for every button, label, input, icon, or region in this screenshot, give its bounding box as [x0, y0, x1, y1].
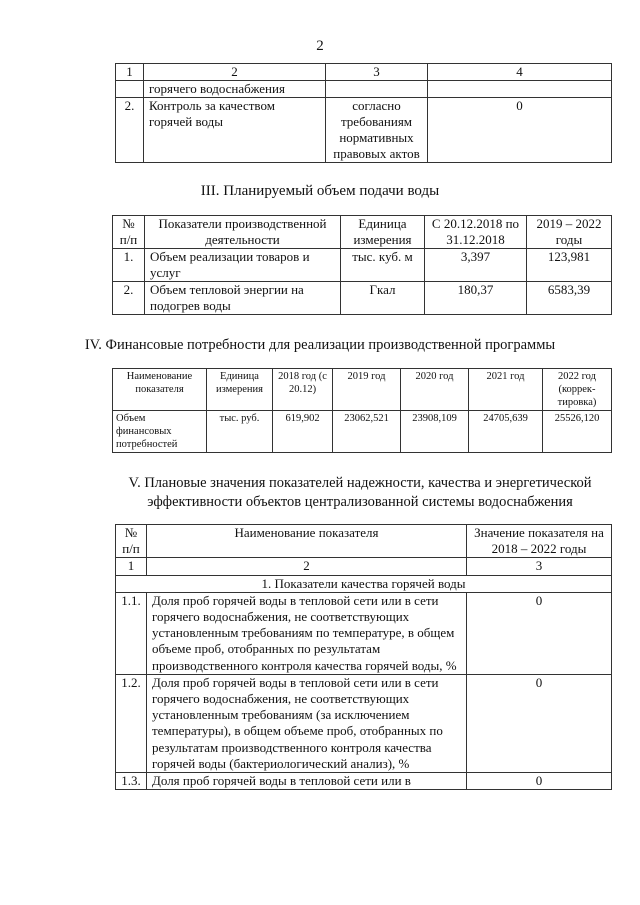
page-number: 2 [316, 38, 324, 54]
row-value: 619,902 [273, 411, 333, 453]
header-cell: 2 [144, 64, 326, 81]
financial-needs-table [112, 368, 612, 453]
row-unit: тыс. куб. м [341, 249, 425, 282]
row-number: 1.3. [116, 773, 147, 790]
row-name: Доля проб горячей воды в тепловой сети или в сети горячего водоснабжения, не соответствующих установленным требованиям (за исключением температуры), в общем объеме проб, отобранных по результатам производственного контроля качества горячей воды (бактериологический анализ), % [147, 674, 467, 772]
header-cell: № п/п [113, 216, 145, 249]
row-unit: тыс. руб. [207, 411, 273, 453]
row-name: Доля проб горячей воды в тепловой сети или в сети горячего водоснабжения, не соответствующих установленным требованиям по температуре, в общем объеме проб, отобранных по результатам производственного контроля качества горячей воды, % [147, 592, 467, 674]
header-cell: Показатели производственной деятельности [145, 216, 341, 249]
table-row [113, 411, 612, 453]
header-cell: 1 [116, 558, 147, 575]
header-cell: С 20.12.2018 по 31.12.2018 [425, 216, 527, 249]
row-unit: Гкал [341, 282, 425, 315]
row-value: 123,981 [527, 249, 612, 282]
row-number [116, 81, 144, 98]
row-value: 3,397 [425, 249, 527, 282]
table-row [116, 592, 612, 674]
header-cell: 2021 год [469, 369, 543, 411]
column-number-row [116, 558, 612, 575]
table-header-row [113, 216, 612, 249]
row-value: 23908,109 [401, 411, 469, 453]
header-cell: Наименование показателя [113, 369, 207, 411]
row-value: 23062,521 [333, 411, 401, 453]
row-unit: согласно требованиям нормативных правовых актов [326, 98, 428, 163]
row-name: Доля проб горячей воды в тепловой сети или в [147, 773, 467, 790]
row-value: 6583,39 [527, 282, 612, 315]
row-value: 0 [467, 592, 612, 674]
row-number: 2. [113, 282, 145, 315]
group-row [116, 575, 612, 592]
header-cell: 3 [326, 64, 428, 81]
row-name: горячего водоснабжения [144, 81, 326, 98]
table-header-row [116, 64, 612, 81]
section-title-3: III. Планируемый объем подачи воды [200, 183, 440, 199]
row-name: Объем финансовых потребностей [113, 411, 207, 453]
table-row [116, 81, 612, 98]
header-cell: 2022 год (коррек-тировка) [543, 369, 612, 411]
row-value: 180,37 [425, 282, 527, 315]
table-row [116, 773, 612, 790]
header-cell: 2019 – 2022 годы [527, 216, 612, 249]
row-value: 0 [428, 98, 612, 163]
table-row [113, 282, 612, 315]
table-header-row [113, 369, 612, 411]
header-cell: 2019 год [333, 369, 401, 411]
header-cell: Значение показателя на 2018 – 2022 годы [467, 525, 612, 558]
row-name: Контроль за качеством горячей воды [144, 98, 326, 163]
row-number: 1.1. [116, 592, 147, 674]
row-value: 24705,639 [469, 411, 543, 453]
continuation-table [115, 63, 612, 163]
header-cell: Единица измерения [207, 369, 273, 411]
header-cell: 2018 год (с 20.12) [273, 369, 333, 411]
header-cell: 2020 год [401, 369, 469, 411]
row-value: 25526,120 [543, 411, 612, 453]
row-name: Объем тепловой энергии на подогрев воды [145, 282, 341, 315]
row-number: 1.2. [116, 674, 147, 772]
table-header-row [116, 525, 612, 558]
section-title-4: IV. Финансовые потребности для реализации производственной программы [84, 337, 556, 353]
table-row [113, 249, 612, 282]
group-title: 1. Показатели качества горячей воды [116, 575, 612, 592]
table-row [116, 674, 612, 772]
header-cell: 3 [467, 558, 612, 575]
header-cell: № п/п [116, 525, 147, 558]
row-name: Объем реализации товаров и услуг [145, 249, 341, 282]
row-unit [326, 81, 428, 98]
row-value: 0 [467, 773, 612, 790]
indicators-table [115, 524, 612, 790]
header-cell: 1 [116, 64, 144, 81]
row-number: 1. [113, 249, 145, 282]
section-title-5: V. Плановые значения показателей надежности, качества и энергетической эффективности объектов централизованной системы водоснабжения [128, 475, 592, 510]
table-row [116, 98, 612, 163]
header-cell: 2 [147, 558, 467, 575]
row-number: 2. [116, 98, 144, 163]
header-cell: Единица измерения [341, 216, 425, 249]
header-cell: Наименование показателя [147, 525, 467, 558]
water-supply-table [112, 215, 612, 315]
header-cell: 4 [428, 64, 612, 81]
row-value [428, 81, 612, 98]
row-value: 0 [467, 674, 612, 772]
